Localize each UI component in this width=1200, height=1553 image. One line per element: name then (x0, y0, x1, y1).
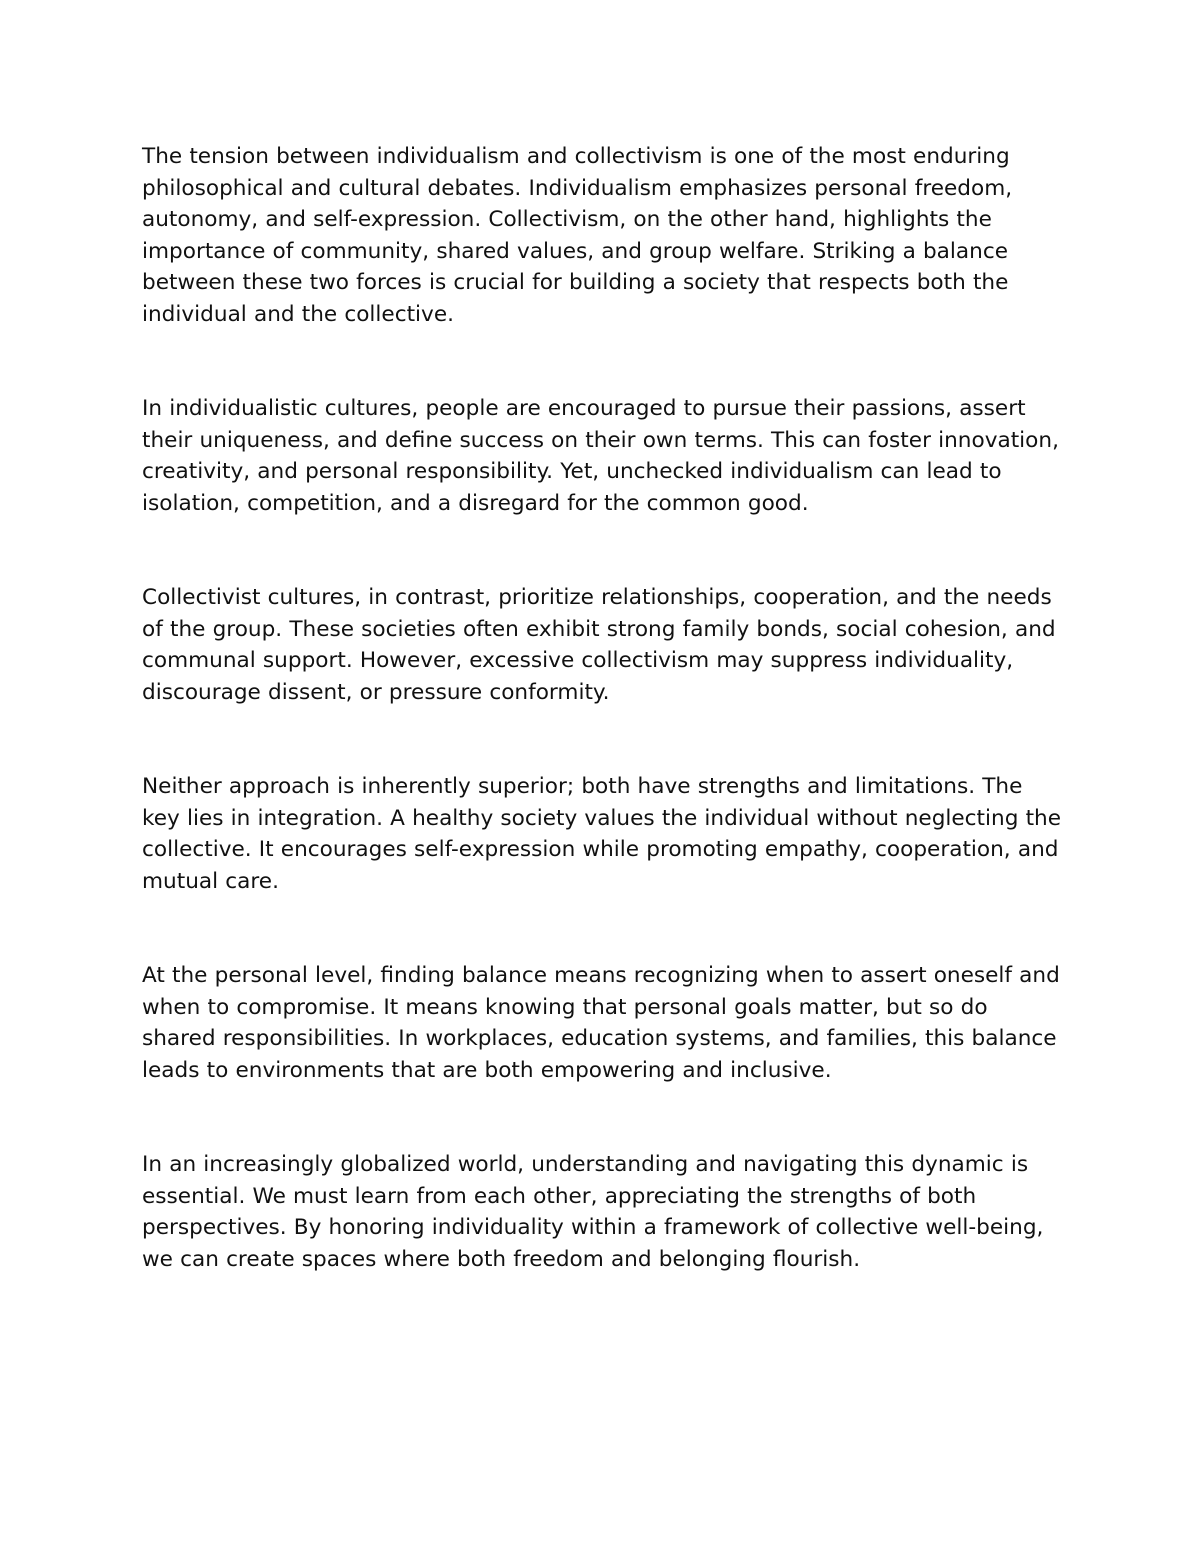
paragraph-4: Neither approach is inherently superior; both have strengths and limitations. The key lies in integration. A healthy society values the individual without neglecting the collective. It encourages self-expression while promoting empathy, cooperation, and mutual care. (142, 774, 1062, 894)
paragraph-2: In individualistic cultures, people are encouraged to pursue their passions, assert their uniqueness, and define success on their own terms. This can foster innovation, creativity, and personal responsibility. Yet, unchecked individualism can lead to isolation, competition, and a disregard for the common good. (142, 396, 1059, 516)
paragraph-1: The tension between individualism and collectivism is one of the most enduring philosophical and cultural debates. Individualism emphasizes personal freedom, autonomy, and self-expression. Collectivism, on the other hand, highlights the importance of community, shared values, and group welfare. Striking a balance between these two forces is crucial for building a society that respects both the individual and the collective. (142, 144, 1013, 327)
paragraph-6: In an increasingly globalized world, understanding and navigating this dynamic is essential. We must learn from each other, appreciating the strengths of both perspectives. By honoring individuality within a framework of collective well-being, we can create spaces where both freedom and belonging flourish. (142, 1152, 1044, 1272)
paragraph-3: Collectivist cultures, in contrast, prioritize relationships, cooperation, and the needs of the group. These societies often exhibit strong family bonds, social cohesion, and communal support. However, excessive collectivism may suppress individuality, discourage dissent, or pressure conformity. (142, 585, 1056, 705)
document-body (142, 141, 1067, 1275)
paragraph-5: At the personal level, finding balance means recognizing when to assert oneself and when to compromise. It means knowing that personal goals matter, but so do shared responsibilities. In workplaces, education systems, and families, this balance leads to environments that are both empowering and inclusive. (142, 963, 1060, 1083)
